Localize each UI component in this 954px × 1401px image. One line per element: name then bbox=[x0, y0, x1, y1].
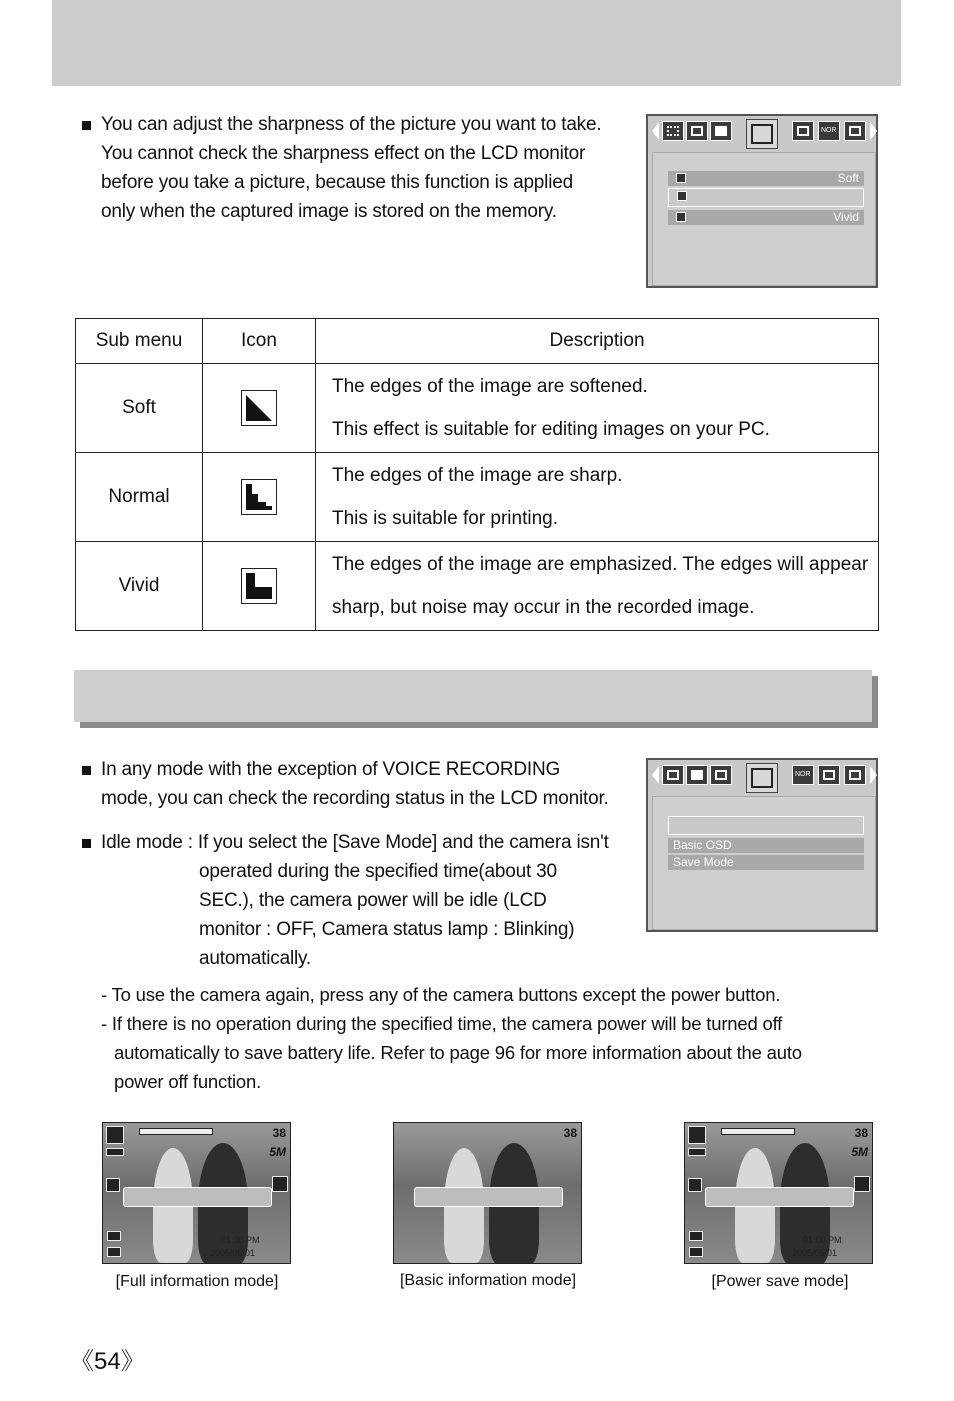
shot-count: 38 bbox=[272, 1126, 286, 1140]
description-cell bbox=[316, 364, 879, 453]
column-header: Sub menu bbox=[76, 319, 203, 364]
zoom-bar bbox=[721, 1128, 795, 1135]
frame-icon bbox=[686, 121, 708, 141]
sharpness-tab-icon bbox=[746, 119, 778, 149]
message-bar bbox=[123, 1187, 272, 1207]
tab-label: NOR bbox=[821, 127, 837, 134]
idle-mode-paragraph bbox=[101, 828, 641, 973]
camera-mode-icon bbox=[688, 1126, 706, 1144]
lcd-osd-menu bbox=[646, 758, 878, 932]
sharpness-paragraph bbox=[101, 110, 631, 226]
description-cell bbox=[316, 453, 879, 542]
menu-row-save-mode: Save Mode bbox=[668, 855, 864, 870]
date-label: 2005/05/01 bbox=[792, 1248, 838, 1258]
battery-icon bbox=[106, 1148, 124, 1156]
text-line: - To use the camera again, press any of the camera buttons except the power button. bbox=[101, 984, 781, 1005]
bullet-marker bbox=[82, 839, 91, 848]
icon-cell bbox=[203, 453, 316, 542]
text-line: power off function. bbox=[114, 1071, 262, 1092]
memory-icon bbox=[107, 1231, 121, 1241]
menu-row-label: Vivid bbox=[833, 210, 859, 224]
text-line: automatically. bbox=[199, 948, 311, 969]
flash-icon bbox=[688, 1178, 702, 1192]
right-arrow-icon bbox=[870, 122, 877, 140]
vivid-sharpness-icon bbox=[676, 212, 686, 222]
card-icon bbox=[689, 1247, 703, 1257]
right-arrow-icon bbox=[870, 766, 877, 784]
screen-caption: [Basic information mode] bbox=[399, 1272, 577, 1289]
sharpness-indicator-icon bbox=[272, 1176, 288, 1192]
flash-icon bbox=[106, 1178, 120, 1192]
description-line: The edges of the image are emphasized. The edges will appear bbox=[332, 554, 869, 575]
tab-label: NOR bbox=[795, 771, 811, 778]
text-line: You cannot check the sharpness effect on the LCD monitor bbox=[101, 143, 586, 164]
grid-icon bbox=[662, 121, 684, 141]
full-information-screen bbox=[102, 1122, 291, 1264]
soft-sharpness-icon bbox=[241, 390, 277, 426]
text-line: Idle mode : If you select the [Save Mode] and the camera isn't bbox=[101, 832, 609, 853]
sub-menu-cell: Vivid bbox=[76, 542, 203, 631]
menu-row-soft bbox=[668, 171, 864, 186]
text-line: You can adjust the sharpness of the picture you want to take. bbox=[101, 114, 602, 135]
icon-cell bbox=[203, 364, 316, 453]
zoom-bar bbox=[139, 1128, 213, 1135]
memory-icon bbox=[689, 1231, 703, 1241]
text-line: SEC.), the camera power will be idle (LCD bbox=[199, 890, 547, 911]
text-line: mode, you can check the recording status in the LCD monitor. bbox=[101, 788, 609, 809]
basic-information-screen bbox=[393, 1122, 582, 1264]
bullet-marker bbox=[82, 766, 91, 775]
sub-menu-cell: Soft bbox=[76, 364, 203, 453]
image-icon bbox=[818, 765, 840, 785]
page-number: 《54》 bbox=[70, 1348, 145, 1375]
camera-mode-icon bbox=[106, 1126, 124, 1144]
text-line: In any mode with the exception of VOICE RECORDING bbox=[101, 759, 561, 780]
description-line: This effect is suitable for editing images on your PC. bbox=[332, 419, 770, 440]
sub-menu-cell: Normal bbox=[76, 453, 203, 542]
time-label: 01:00 PM bbox=[221, 1235, 260, 1245]
table-header-row bbox=[76, 319, 879, 364]
image-icon bbox=[844, 121, 866, 141]
metering-icon bbox=[792, 121, 814, 141]
menu-row-selected bbox=[668, 816, 864, 835]
text-line: before you take a picture, because this function is applied bbox=[101, 172, 573, 193]
description-cell bbox=[316, 542, 879, 631]
date-label: 2005/05/01 bbox=[210, 1248, 256, 1258]
menu-row-label: Soft bbox=[837, 171, 859, 185]
icon-cell bbox=[203, 542, 316, 631]
osd-tab-icon bbox=[746, 763, 778, 793]
text-line: operated during the specified time(about 30 bbox=[199, 861, 557, 882]
card-icon bbox=[107, 1247, 121, 1257]
section-title-bar bbox=[74, 670, 872, 722]
osd-paragraph bbox=[101, 755, 641, 813]
square-icon bbox=[686, 765, 708, 785]
description-line: The edges of the image are softened. bbox=[332, 376, 648, 397]
soft-sharpness-icon bbox=[676, 173, 686, 183]
vivid-sharpness-icon bbox=[241, 568, 277, 604]
left-arrow-icon bbox=[652, 122, 659, 140]
dash-notes bbox=[101, 980, 881, 1096]
frame-icon bbox=[662, 765, 684, 785]
menu-row-normal bbox=[668, 188, 864, 207]
pencil-icon bbox=[844, 765, 866, 785]
table-row bbox=[76, 542, 879, 631]
description-line: The edges of the image are sharp. bbox=[332, 465, 623, 486]
column-header: Description bbox=[316, 319, 879, 364]
screen-caption: [Power save mode] bbox=[711, 1273, 849, 1290]
text-line: - If there is no operation during the specified time, the camera power will be turned off bbox=[101, 1013, 783, 1034]
description-line: sharp, but noise may occur in the recorded image. bbox=[332, 597, 755, 618]
quality-icon bbox=[818, 121, 840, 141]
text-line: only when the captured image is stored on the memory. bbox=[101, 201, 557, 222]
shot-count: 38 bbox=[563, 1126, 577, 1140]
time-label: 01:00 PM bbox=[803, 1235, 842, 1245]
quality-icon bbox=[792, 765, 814, 785]
resolution-label: 5M bbox=[851, 1145, 868, 1159]
message-bar bbox=[414, 1187, 563, 1207]
normal-sharpness-icon bbox=[241, 479, 277, 515]
text-line: automatically to save battery life. Refer to page 96 for more information about the auto bbox=[114, 1042, 802, 1063]
left-arrow-icon bbox=[652, 766, 659, 784]
lcd-sharpness-menu bbox=[646, 114, 878, 288]
header-band bbox=[52, 0, 901, 86]
table-row bbox=[76, 364, 879, 453]
text-line: monitor : OFF, Camera status lamp : Blinking) bbox=[199, 919, 575, 940]
normal-sharpness-icon bbox=[677, 191, 687, 201]
table-row bbox=[76, 453, 879, 542]
sharpness-tab-icon bbox=[710, 765, 732, 785]
menu-row-vivid bbox=[668, 210, 864, 225]
square-icon bbox=[710, 121, 732, 141]
description-line: This is suitable for printing. bbox=[332, 508, 558, 529]
sharpness-table bbox=[75, 318, 879, 631]
menu-row-basic-osd: Basic OSD bbox=[668, 838, 864, 853]
resolution-label: 5M bbox=[269, 1145, 286, 1159]
sharpness-indicator-icon bbox=[854, 1176, 870, 1192]
screen-caption: [Full information mode] bbox=[115, 1273, 279, 1290]
column-header: Icon bbox=[203, 319, 316, 364]
battery-icon bbox=[688, 1148, 706, 1156]
bullet-marker bbox=[82, 121, 91, 130]
message-bar bbox=[705, 1187, 854, 1207]
shot-count: 38 bbox=[854, 1126, 868, 1140]
power-save-screen bbox=[684, 1122, 873, 1264]
